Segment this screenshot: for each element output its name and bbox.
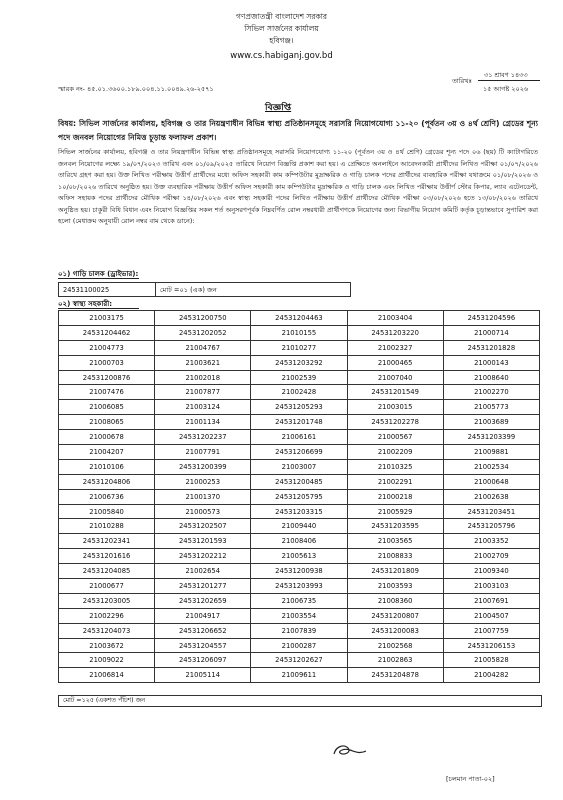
roll-number-cell: 24531201593 <box>155 534 251 549</box>
roll-number-cell: 21006085 <box>59 400 155 415</box>
table-row <box>59 519 540 534</box>
body-paragraph: সিভিল সার্জনের কার্যালয়, হবিগঞ্জ ও তার নিয়ন্ত্রণাধীন বিভিন্ন স্বাস্থ্য প্রতিষ্ঠানসমূহে সরাসরি নিয়োগযোগ্য ১১-২০ (পূর্বতন ৩য় ও ৪র্থ শ্রেণি) গ্রেডের শূন্য পদে ০৬ (ছয়) টি ক্যাটাগরিতে জনবল নিয়োগের লক্ষ্যে ১৯/০৭/২০২৩ তারিখ এবং ০১/০৯/২০২৫ তারিখে নিয়োগ বিজ্ঞপ্তি প্রকাশ করা হয়। এ প্রেক্ষিতে অনলাইনে আবেদনকারী প্রার্থীদের লিখিত পরীক্ষা ০১/০৭/২০২৬ তারিখে গ্রহণ করা হয়। উক্ত লিখিত পরীক্ষায় উত্তীর্ণ প্রার্থীদের মধ্যে অফিস সহকারী কাম কম্পিউটার মুদ্রাক্ষরিক ও গাড়ি চালক পদের প্রার্থীদের ব্যবহারিক পরীক্ষা যথাক্রমে ০১/০৮/২০২৬ ও ১০/০৮/২০২৬ তারিখে অনুষ্ঠিত হয়। উক্ত ব্যবহারিক পরীক্ষায় উত্তীর্ণ অফিস সহকারী কাম কম্পিউটার মুদ্রাক্ষরিক ও গাড়ি চালক এবং লিখিত পরীক্ষায় উত্তীর্ণ স্টোর কিপার, ল্যাব এটেনডেন্ট, অফিস সহায়ক পদের প্রার্থীদের মৌখিক পরীক্ষা ১৪/০৮/২০২৬ এবং স্বাস্থ্য সহকারী পদের লিখিত পরীক্ষায় উত্তীর্ণ প্রার্থীদের মৌখিক পরীক্ষা ০৩/০৮/২০২৬ হতে ১৩/০৮/২০২৬ তারিখে অনুষ্ঠিত হয়। চাকুরী বিধি বিধান এবং নিয়োগ বিজ্ঞপ্তির সকল শর্ত অনুসরণপূর্বক নিম্নবর্ণিত রোল নম্বরধারী প্রার্থীগণকে নিয়োগের জন্য বিভাগীয় নিয়োগ কমিটি কর্তৃক চূড়ান্তভাবে সুপারিশ করা হলো (মেধাক্রম অনুযায়ী রোল নম্বর বাম থেকে ডানে): <box>58 148 538 225</box>
roll-number-cell: 24531203292 <box>251 355 347 370</box>
roll-number-cell: 21005114 <box>155 668 251 683</box>
roll-number-cell: 21005773 <box>443 400 539 415</box>
roll-number-cell: 24531202212 <box>155 549 251 564</box>
roll-number-cell: 24531206097 <box>155 653 251 668</box>
table-row <box>59 283 351 297</box>
roll-number-cell: 24531203005 <box>59 593 155 608</box>
roll-number-cell: 21010277 <box>251 340 347 355</box>
roll-number-cell: 21009611 <box>251 668 347 683</box>
roll-number-cell: 21003103 <box>443 579 539 594</box>
table-row <box>59 549 540 564</box>
roll-number-cell: 21007476 <box>59 385 155 400</box>
table-row <box>59 459 540 474</box>
roll-number-cell: 21006735 <box>251 593 347 608</box>
roll-number-cell: 24531204806 <box>59 474 155 489</box>
roll-number-cell: 21008640 <box>443 370 539 385</box>
roll-number-cell: 21008065 <box>59 415 155 430</box>
roll-number-cell: 21008360 <box>347 593 443 608</box>
roll-number-cell: 21007877 <box>155 385 251 400</box>
date-divider <box>478 80 540 81</box>
roll-number-cell: 21010288 <box>59 519 155 534</box>
roll-number-cell: 21002709 <box>443 549 539 564</box>
roll-number-cell: 24531204085 <box>59 564 155 579</box>
roll-number-cell: 21004507 <box>443 608 539 623</box>
roll-number-cell: 21002270 <box>443 385 539 400</box>
table-row <box>59 579 540 594</box>
table-row <box>59 385 540 400</box>
roll-number-cell: 21002638 <box>443 489 539 504</box>
roll-number-cell: 21003554 <box>251 608 347 623</box>
roll-number-cell: 21004917 <box>155 608 251 623</box>
roll-number-cell: 24531204596 <box>443 311 539 326</box>
table-row <box>59 564 540 579</box>
roll-number-cell: 24531202627 <box>251 653 347 668</box>
roll-number-cell: 21010106 <box>59 459 155 474</box>
roll-number-cell: 21003007 <box>251 459 347 474</box>
roll-number-cell: 21002539 <box>251 370 347 385</box>
roll-number-cell: 24531204463 <box>251 311 347 326</box>
table-row <box>59 311 540 326</box>
roll-number-cell: 21002654 <box>155 564 251 579</box>
roll-number-cell: 24531201549 <box>347 385 443 400</box>
roll-number-cell: 24531202237 <box>155 430 251 445</box>
roll-number-cell: 24531203399 <box>443 430 539 445</box>
roll-number-cell: 24531202341 <box>59 534 155 549</box>
roll-number-cell: 24531206153 <box>443 638 539 653</box>
table-row <box>59 623 540 638</box>
roll-number-cell: 21010155 <box>251 325 347 340</box>
section-driver-heading: ০১) গাড়ি চালক (ড্রাইভার): <box>58 270 139 278</box>
roll-number-cell: 24531200807 <box>347 608 443 623</box>
roll-number-cell: 24531202659 <box>155 593 251 608</box>
section-health-assistant-heading: ০২) স্বাস্থ্য সহকারী: <box>58 300 113 308</box>
roll-number-cell: 21002327 <box>347 340 443 355</box>
roll-number-cell: 21003565 <box>347 534 443 549</box>
roll-number-cell: 21009022 <box>59 653 155 668</box>
roll-number-cell: 21007839 <box>251 623 347 638</box>
roll-number-cell: 21000287 <box>251 638 347 653</box>
roll-number-cell: 24531206699 <box>251 445 347 460</box>
roll-number-cell: 21004207 <box>59 445 155 460</box>
roll-number-cell: 21007759 <box>443 623 539 638</box>
roll-number-cell: 21002296 <box>59 608 155 623</box>
table-row <box>59 445 540 460</box>
driver-roll: 24531100025 <box>59 283 156 297</box>
roll-number-cell: 21001370 <box>155 489 251 504</box>
roll-number-cell: 21000465 <box>347 355 443 370</box>
roll-number-cell: 24531204462 <box>59 325 155 340</box>
roll-number-cell: 24531204557 <box>155 638 251 653</box>
table-row <box>59 653 540 668</box>
notice-title: বিজ্ঞপ্তি <box>265 103 292 113</box>
table-row <box>59 489 540 504</box>
roll-number-cell: 21003689 <box>443 415 539 430</box>
date-label: তারিখঃ <box>452 77 472 85</box>
roll-number-cell: 24531200399 <box>155 459 251 474</box>
table-row <box>59 638 540 653</box>
roll-number-cell: 21002568 <box>347 638 443 653</box>
table-row <box>59 608 540 623</box>
roll-number-cell: 24531202052 <box>155 325 251 340</box>
roll-number-cell: 21007040 <box>347 370 443 385</box>
roll-number-cell: 24531200938 <box>251 564 347 579</box>
roll-number-cell: 21006736 <box>59 489 155 504</box>
table-row <box>59 400 540 415</box>
roll-number-cell: 21003175 <box>59 311 155 326</box>
roll-number-cell: 21007791 <box>155 445 251 460</box>
table-row <box>59 325 540 340</box>
header-website: www.cs.habiganj.gov.bd <box>230 51 333 61</box>
roll-number-cell: 21009440 <box>251 519 347 534</box>
signature <box>330 740 370 760</box>
roll-number-cell: 21004773 <box>59 340 155 355</box>
roll-number-cell: 21009340 <box>443 564 539 579</box>
roll-number-cell: 21002534 <box>443 459 539 474</box>
roll-number-cell: 24531204073 <box>59 623 155 638</box>
table-row <box>59 534 540 549</box>
table-row <box>59 370 540 385</box>
roll-number-cell: 21005828 <box>443 653 539 668</box>
roll-number-cell: 24531201748 <box>251 415 347 430</box>
health-assistant-total: মোট =১২৫ (একশত পঁচিশ) জন <box>58 695 542 707</box>
table-row <box>59 415 540 430</box>
roll-number-cell: 21000703 <box>59 355 155 370</box>
roll-number-cell: 21004767 <box>155 340 251 355</box>
roll-number-cell: 21002428 <box>251 385 347 400</box>
roll-number-cell: 21002018 <box>155 370 251 385</box>
roll-number-table <box>58 310 540 683</box>
roll-number-cell: 21005929 <box>347 504 443 519</box>
date-english: ১৫ আগষ্ট ২০২৬ <box>483 85 529 93</box>
table-row <box>59 668 540 683</box>
next-page-note: [চলমান পাতা-০২] <box>446 775 495 783</box>
roll-number-cell: 21000714 <box>443 325 539 340</box>
roll-number-cell: 24531201809 <box>347 564 443 579</box>
roll-number-cell: 24531201828 <box>443 340 539 355</box>
roll-number-cell: 21003015 <box>347 400 443 415</box>
driver-total: মোট =০১ (এক) জন <box>156 283 351 297</box>
header-district: হবিগঞ্জ। <box>269 36 294 45</box>
roll-number-cell: 21010325 <box>347 459 443 474</box>
roll-number-cell: 24531200485 <box>251 474 347 489</box>
date-bangla: ৩১ শ্রাবণ ১৪৩৩ <box>484 71 528 79</box>
roll-number-cell: 21003621 <box>155 355 251 370</box>
section-driver-underline <box>58 278 139 279</box>
roll-number-cell: 21000573 <box>155 504 251 519</box>
roll-number-cell: 24531203451 <box>443 504 539 519</box>
roll-number-cell: 21003593 <box>347 579 443 594</box>
roll-number-cell: 21002863 <box>347 653 443 668</box>
roll-number-cell: 21003672 <box>59 638 155 653</box>
roll-number-cell: 21005840 <box>59 504 155 519</box>
roll-number-cell: 21003404 <box>347 311 443 326</box>
roll-number-cell: 24531203220 <box>347 325 443 340</box>
roll-number-cell: 21002209 <box>347 445 443 460</box>
roll-number-cell: 21000143 <box>443 355 539 370</box>
roll-number-cell: 21000648 <box>443 474 539 489</box>
roll-number-cell: 24531201616 <box>59 549 155 564</box>
roll-number-cell: 21006814 <box>59 668 155 683</box>
roll-number-cell: 21004282 <box>443 668 539 683</box>
table-row <box>59 474 540 489</box>
roll-number-cell: 21000677 <box>59 579 155 594</box>
table-row <box>59 340 540 355</box>
roll-number-cell: 24531204878 <box>347 668 443 683</box>
roll-number-cell: 24531200750 <box>155 311 251 326</box>
roll-number-cell: 24531205796 <box>443 519 539 534</box>
table-row <box>59 430 540 445</box>
roll-number-cell: 24531200083 <box>347 623 443 638</box>
driver-table <box>58 282 351 297</box>
roll-number-cell: 24531202278 <box>347 415 443 430</box>
roll-number-cell: 21000218 <box>347 489 443 504</box>
roll-number-cell: 24531203993 <box>251 579 347 594</box>
roll-number-cell: 24531205795 <box>251 489 347 504</box>
roll-number-cell: 21008833 <box>347 549 443 564</box>
roll-number-cell: 21000567 <box>347 430 443 445</box>
roll-number-cell: 21003352 <box>443 534 539 549</box>
roll-number-cell: 24531203315 <box>251 504 347 519</box>
roll-number-cell: 21005613 <box>251 549 347 564</box>
header-office: সিভিল সার্জনের কার্যালয় <box>244 24 319 33</box>
subject-text: বিষয়: সিভিল সার্জনের কার্যালয়, হবিগঞ্জ ও তার নিয়ন্ত্রণাধীন বিভিন্ন স্বাস্থ্য প্রতিষ্ঠানসমূহে সরাসরি নিয়োগযোগ্য ১১-২০ (পূর্বতন ৩য় ও ৪র্থ শ্রেণি) গ্রেডের শূন্য পদে জনবল নিয়োগের নিমিত্ত চূড়ান্ত ফলাফল প্রকাশ। <box>58 119 538 142</box>
table-row <box>59 355 540 370</box>
roll-number-cell: 21006161 <box>251 430 347 445</box>
roll-number-cell: 24531205293 <box>251 400 347 415</box>
roll-number-cell: 21008406 <box>251 534 347 549</box>
roll-number-cell: 21000678 <box>59 430 155 445</box>
roll-number-cell: 24531203595 <box>347 519 443 534</box>
section-health-assistant-underline <box>58 308 139 309</box>
roll-number-cell: 21000253 <box>155 474 251 489</box>
table-row <box>59 504 540 519</box>
header-government: গণপ্রজাতন্ত্রী বাংলাদেশ সরকার <box>235 12 328 21</box>
roll-number-cell: 21001134 <box>155 415 251 430</box>
roll-number-cell: 21002291 <box>347 474 443 489</box>
table-row <box>59 593 540 608</box>
memo-number: স্মারক নং- ৪৫.০১.৩৬০০.১৮৯.০০৪.১১.০০৪৯.২৬-২৫৭১ <box>58 85 214 93</box>
roll-number-cell: 21003124 <box>155 400 251 415</box>
roll-number-cell: 21009881 <box>443 445 539 460</box>
roll-number-cell: 24531201277 <box>155 579 251 594</box>
roll-number-cell: 24531202507 <box>155 519 251 534</box>
roll-number-cell: 24531200876 <box>59 370 155 385</box>
roll-number-cell: 24531206652 <box>155 623 251 638</box>
roll-number-cell: 21007691 <box>443 593 539 608</box>
